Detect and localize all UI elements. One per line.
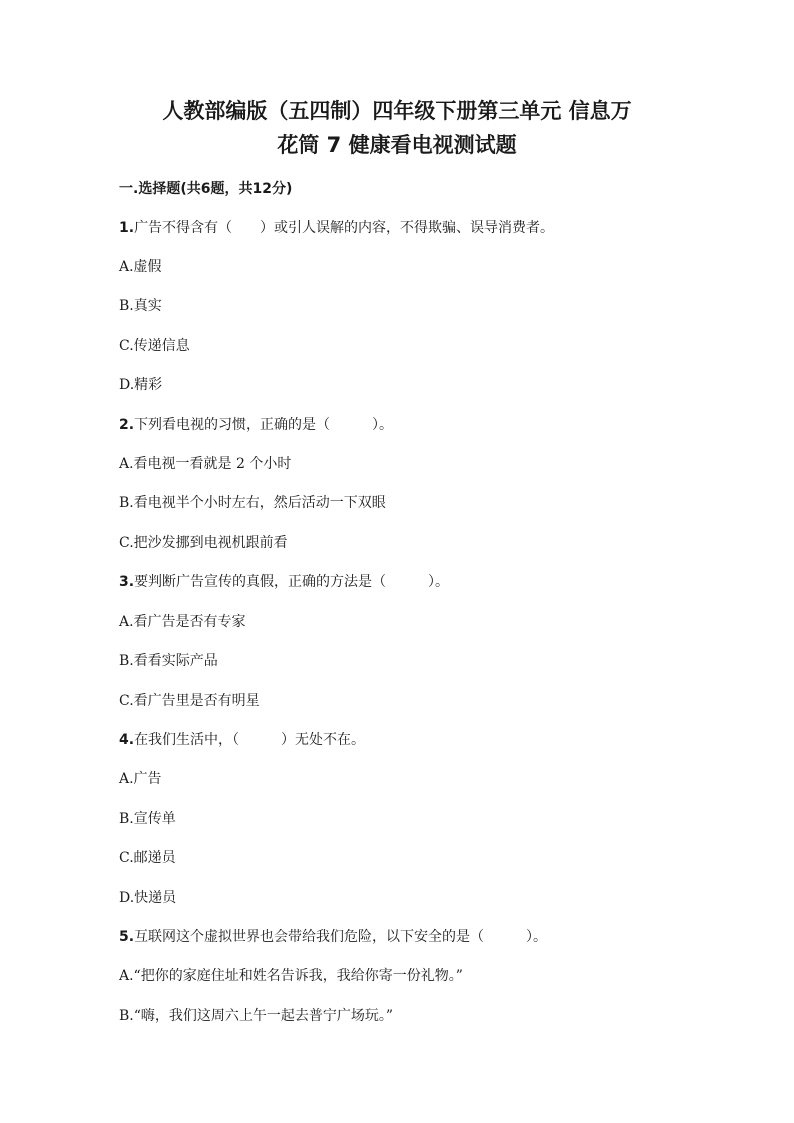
question-1-option-c: C.传递信息: [119, 338, 190, 354]
question-2: [119, 416, 393, 434]
question-4-option-d: D.快递员: [119, 890, 177, 906]
question-3-option-c: C.看广告里是否有明星: [119, 693, 260, 709]
question-5-option-a: A.“把你的家庭住址和姓名告诉我，我给你寄一份礼物。”: [119, 968, 463, 984]
question-number: 3.: [119, 574, 135, 590]
question-4-option-a: A.广告: [119, 771, 162, 787]
question-4-option-c: C.邮递员: [119, 850, 176, 866]
document-title-line-2: 花筒 7 健康看电视测试题: [277, 133, 517, 157]
question-2-option-b: B.看电视半个小时左右，然后活动一下双眼: [119, 495, 386, 511]
question-number: 4.: [119, 732, 135, 748]
question-stem: 互联网这个虚拟世界也会带给我们危险，以下安全的是（ ）。: [134, 929, 548, 945]
question-1-option-b: B.真实: [119, 298, 162, 314]
question-3-option-b: B.看看实际产品: [119, 653, 218, 669]
question-stem: 下列看电视的习惯，正确的是（ ）。: [134, 417, 394, 433]
question-3-option-a: A.看广告是否有专家: [119, 614, 246, 630]
question-stem: 要判断广告宣传的真假，正确的方法是（ ）。: [134, 574, 450, 590]
question-number: 1.: [119, 220, 135, 236]
question-stem: 在我们生活中，（ ）无处不在。: [134, 732, 366, 748]
question-2-option-c: C.把沙发挪到电视机跟前看: [119, 535, 288, 551]
question-4: [119, 731, 365, 749]
question-2-option-a: A.看电视一看就是 2 个小时: [119, 456, 292, 472]
question-stem: 广告不得含有（ ）或引人误解的内容，不得欺骗、误导消费者。: [134, 220, 555, 236]
question-4-option-b: B.宣传单: [119, 811, 176, 827]
section-heading: 一.选择题(共6题，共12分): [119, 181, 293, 197]
question-1-option-d: D.精彩: [119, 377, 163, 393]
document-title-line-1: 人教部编版（五四制）四年级下册第三单元 信息万: [162, 99, 632, 123]
question-number: 2.: [119, 417, 135, 433]
question-3: [119, 573, 449, 591]
question-number: 5.: [119, 929, 135, 945]
question-5: [119, 928, 547, 946]
question-5-option-b: B.“嗨，我们这周六上午一起去普宁广场玩。”: [119, 1008, 394, 1024]
question-1: [119, 219, 554, 237]
question-1-option-a: A.虚假: [119, 259, 162, 275]
